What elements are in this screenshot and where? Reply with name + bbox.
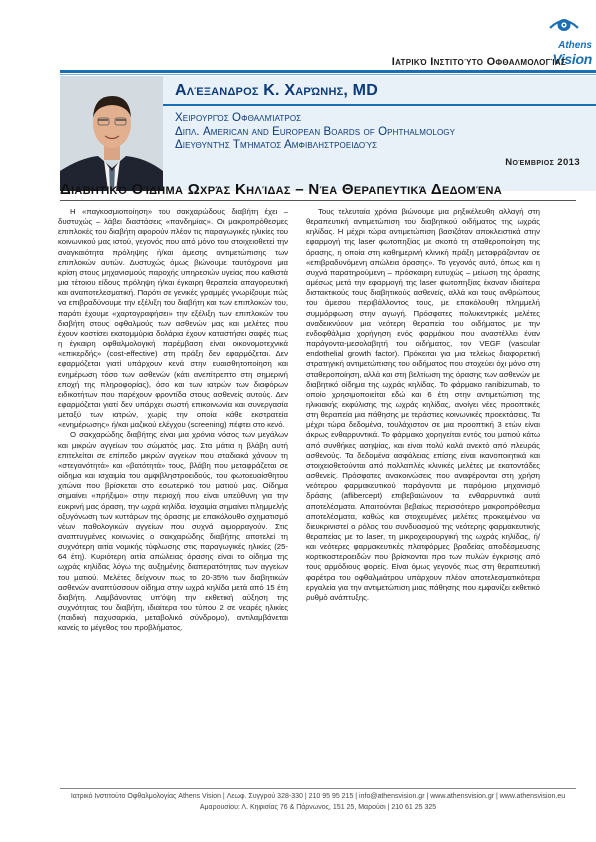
doctor-title: Χειρουργός Οφθαλμίατρος xyxy=(175,112,302,124)
footer-rule xyxy=(60,788,576,789)
doctor-position: Διευθυντής Τμήματος Αμφιβληστροειδούς xyxy=(175,139,378,151)
institute-name: Ιατρικό Ινστιτούτο Οφθαλμολογίας xyxy=(391,56,566,68)
eye-logo-icon xyxy=(548,12,580,36)
brand-vision: Vision xyxy=(552,51,592,67)
article-title: Διαβητικό Οίδημα Ωχράς Κηλίδας – Νέα Θεραπευτικά Δεδομένα xyxy=(60,181,502,198)
paragraph: Η «παγκοσμιοποίηση» του σακχαρώδους διαβήτη έχει – δυστυχώς – λάβει διαστάσεις «πανδημίας». Οι μακροπρόθεσμες επιπλοκές του διαβήτη αφορούν πλέον τις παραγωγικές ηλικίες του κοινωνικού μας ιστού, γεγονός που από μόνο του στοιχειοθετεί την αναγκαιότητα πρόληψης ή/και άμεσης αντιμετώπισης των επιπλοκών αυτών. Δυστυχώς όμως βιώνουμε ταυτόχρονα μια κρίση στους μηχανισμούς παροχής υπηρεσιών υγείας που καθιστά μια τέτοιου είδους πρόληψη ή/και έγκαιρη θεραπεία απαγορευτική και αναποτελεσματική. Παρότι σε γενικές γραμμές γνωρίζουμε πώς να επιβραδύνουμε την εξέλιξη του διαβήτη και των επιπλοκών του, παρότι έχουμε «χαρτογραφήσει» την εξέλιξη των επιπλοκών του διαβήτη στους οφθαλμούς των ασθενών μας και μελέτες που έχουν κοστίσει εκατομμύρια δολάρια έχουν καταστήσει σαφές πως η έγκαιρη οφθαλμολογική παρέμβαση είναι οικονομοτεχνικά «επικερδής» (cost-effective) στη πράξη δεν εφαρμόζεται. Δεν εφαρμόζεται γιατί υπάρχουν κενά στην ευαισθητοποίηση και ενημέρωση τόσο των ασθενών (κάτι ανεπίτρεπτο στη σημερινή εποχή της πληροφορίας), όσο και των ιατρών των διαφόρων ειδικοτήτων που παρέχουν φροντίδα στους ασθενείς αυτούς. Δεν εφαρμόζεται γιατί δεν υπάρχει σωστή επικοινωνία και συνεργασία μεταξύ των ιατρών, χωρίς την οποία κάθε εκστρατεία «ενημέρωσης» ή/και μαζικού ελέγχου (screening) πέφτει στο κενό. xyxy=(58,207,288,430)
name-rule xyxy=(163,104,596,106)
header-rule-thin xyxy=(60,74,596,75)
paragraph: Τους τελευταία χρόνια βιώνουμε μια ρηξικέλευθη αλλαγή στη θεραπευτική αντιμετώπιση του διαβητικού οιδήματος της ωχράς κηλίδας. Η μέχρι τώρα αντιμετώπιση βασιζόταν αποκλειστικά στην εφαρμογή της laser φωτοπηξίας με σκοπό τη σταθεροποίηση της όρασης, η οποία στη καθημερινή κλινική πράξη μεταφράζονταν σε «επιβραδυνόμενη απώλεια όρασης». Το γεγονός αυτό, όπως και η συχνά παρατηρούμενη – πρόσκαιρη ευτυχώς – μείωση της όρασης αμέσως μετά την εφαρμογή της laser φωτοπηξίας έκαναν ιδιαίτερα διστακτικούς τους διαβητικούς ασθενείς, αλλά και τους ανθρώπους του άμεσου περιβάλλοντος τους, με επακόλουθη πλημμελή συμμόρφωση στην αγωγή. Πρόσφατες πολυκεντρικές μελέτες αναδεικνύουν μια νεότερη θεραπεία του οιδήματος με την ενδοφθάλμια χορήγηση ενός φαρμάκου που αναστέλλει έναν παράγοντα-μεσολαβητή του οιδήματος, τον VEGF (vascular endothelial growth factor). Πρόκειται για μια τελείως διαφορετική στρατηγική αντιμετώπισης του οιδήματος που στοχεύει όχι μόνο στη σταθεροποίηση, αλλά και στη βελτίωση της όρασης των ασθενών με διαβητικό οίδημα της ωχράς κηλίδας. Το φάρμακο ranibizumab, το οποίο χρησιμοποιείται εδώ και 6 έτη στην αντιμετώπιση της ηλικιακής εκφύλισης της ωχράς κηλίδας, ανοίγει νέες προοπτικές στη θεραπεία μια πάθησης με τεράστιες κοινωνικές προεκτάσεις. Τα μέχρι τώρα δεδομένα, τουλάχιστον σε μια προοπτική 3 ετών είναι άκρως ενθαρρυντικά. Το φάρμακο χορηγείται εντός του ματιού κάτω από συνθήκες ασηψίας, και είναι πολύ καλά ανεκτό από πλευράς ασθενούς. Τα δεδομένα ασφάλειας επίσης είναι ικανοποιητικά και στοιχειοθετούνται από πολλαπλές κλινικές μελέτες με εκατοντάδες ασθενείς. Πρόσφατες ανακοινώσεις που αναφέρονται στη χρήση νεότερου φαρμακευτικού παράγοντα με παρόμοιο μηχανισμό δράσης (aflibercept) επιβεβαιώνουν τα ενθαρρυντικά αυτά αποτελέσματα. Απαιτούνται βεβαίως περισσότερο μακροπρόθεσμα αποτελέσματα, καθώς και στοχευμένες μελέτες προκειμένου να διευκρινιστεί ο ρόλος του συνδυασμού της νεότερης φαρμακευτικής θεραπείας με το laser, τη μικροχειρουργική της ωχράς κηλίδας, ή/ και νεότερες φαρμακευτικές πλατφόρμες βραδείας αποδέσμευσης κορτικοστεροειδών που βρίσκονται προ των πυλών έγκρισης από τους αρμόδιους φορείς. Είναι όμως γεγονός πως στη θεραπευτική φαρέτρα του οφθαλμιάτρου υπάρχουν πλέον αποτελεσματικότερα εργαλεία για την αντιμετώπιση μιας πάθησης που εμφανίζει εκθετικό ρυθμό ανάπτυξης. xyxy=(306,207,541,602)
title-rule xyxy=(60,200,576,201)
doctor-name: Αλέξανδρος Κ. Χαρώνης, MD xyxy=(175,82,378,99)
doctor-portrait xyxy=(60,76,163,191)
header-rule xyxy=(60,70,596,73)
footer-contact: Ιατρικό Ινστιτούτο Οφθαλμολογίας Athens Vision | Λεωφ. Συγγρού 328-330 | 210 95 95 215 | info@athensvision.gr | www.athensvision.gr | www.athensvision.eu xyxy=(70,793,566,800)
article-column-right xyxy=(306,207,540,603)
issue-date: Νοέμβριος 2013 xyxy=(505,157,580,168)
article-column-left xyxy=(58,207,288,634)
footer-address: Αμαρουσίου: Λ. Κηφισίας 76 & Πάρνωνος, 151 25, Μαρούσι | 210 61 25 325 xyxy=(199,804,437,811)
author-panel xyxy=(163,76,596,191)
brand-athens: Athens xyxy=(558,40,592,51)
paragraph: Ο σακχαρώδης διαβήτης είναι μια χρόνια νόσος των μεγάλων και μικρών αγγείων του σώματός μας. Στα μάτια η βλάβη αυτή επιτελείται σε επίπεδο μικρών αγγείων που σταδιακά χάνουν τη «στεγανότητά» και «βατότητά» τους, βλάβη που μεταφράζεται σε οίδημα και ισχαιμία του αμφιβληστροειδούς, του φωτοευαίσθητου χιτώνα που βρίσκεται στο εσωτερικό του ματιού μας. Οίδημα σημαίνει «πρήξιμο» στην περιοχή που είναι υπεύθυνη για την ευκρινή μας όραση, την ωχρά κηλίδα. Ισχαιμία σημαίνει πλημμελής οξυγόνωση των κυττάρων της όρασης με επακόλουθο σχηματισμό νέων παθολογικών αγγείων που συχνά αιμορραγούν. Στις αναπτυγμένες κοινωνίες ο σακχαρώδης διαβήτης αποτελεί τη συχνότερη αιτία νομικής τύφλωσης στις παραγωγικές ηλικίες (25-64 έτη). Κυριότερη αιτία απώλειας όρασης είναι το οίδημα της ωχράς κηλίδας λόγω της αυξημένης διαπερατότητας των αγγείων του ματιού. Μελέτες δείχνουν πως το 20-35% των διαβητικών ασθενών αναπτύσσουν οίδημα στην ωχρά κηλίδα μετά από 15 έτη διαβήτη. Λαμβάνοντας υπ'όψη την εκθετική αύξηση της συχνότητας του διαβήτη, ιδιαίτερα του τύπου 2 σε νεαρές ηλικίες (παιδική παχυσαρκία, μεταβολικό σύνδρομο), αντιλαμβάνεται κανείς το μέγεθος του προβλήματος. xyxy=(58,430,288,633)
doctor-boards: Διπλ. American and European Boards of Ophthalmology xyxy=(175,126,456,138)
